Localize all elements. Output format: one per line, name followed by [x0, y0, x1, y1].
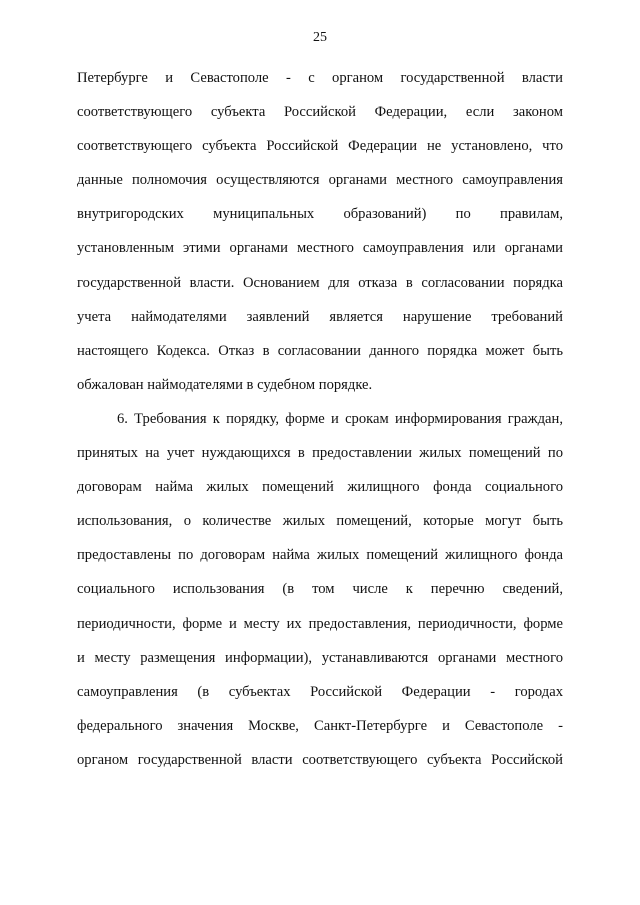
text-line: органом государственной власти соответствующего субъекта Российской	[77, 751, 563, 768]
text-line: использования, о количестве жилых помещений, которые могут быть	[77, 513, 563, 530]
text-line: учета наймодателями заявлений является нарушение требований	[77, 308, 563, 325]
text-line: соответствующего субъекта Российской Федерации не установлено, что	[77, 138, 563, 155]
text-line: данные полномочия осуществляются органами местного самоуправления	[77, 172, 563, 189]
text-line: настоящего Кодекса. Отказ в согласовании данного порядка может быть	[77, 342, 563, 359]
text-line: принятых на учет нуждающихся в предоставлении жилых помещений по	[77, 445, 563, 462]
text-line: Петербурге и Севастополе - с органом государственной власти	[77, 70, 563, 86]
text-line: предоставлены по договорам найма жилых помещений жилищного фонда	[77, 547, 563, 564]
text-line: и месту размещения информации), устанавливаются органами местного	[77, 649, 563, 666]
text-line: установленным этими органами местного самоуправления или органами	[77, 240, 563, 257]
text-line: социального использования (в том числе к перечню сведений,	[77, 581, 563, 598]
text-line: периодичности, форме и месту их предоставления, периодичности, форме	[77, 615, 563, 632]
text-line: самоуправления (в субъектах Российской Федерации - городах	[77, 683, 563, 700]
text-line: федерального значения Москве, Санкт-Петербурге и Севастополе -	[77, 717, 563, 734]
text-line: внутригородских муниципальных образований) по правилам,	[77, 206, 563, 223]
text-line-indented: 6. Требования к порядку, форме и срокам информирования граждан,	[117, 410, 563, 427]
page-number: 25	[313, 30, 327, 45]
text-line: обжалован наймодателями в судебном порядке.	[77, 376, 373, 393]
text-line: договорам найма жилых помещений жилищного фонда социального	[77, 479, 563, 496]
document-body	[77, 67, 563, 783]
text-line: государственной власти. Основанием для отказа в согласовании порядка	[77, 274, 563, 291]
text-line: соответствующего субъекта Российской Федерации, если законом	[77, 104, 563, 121]
